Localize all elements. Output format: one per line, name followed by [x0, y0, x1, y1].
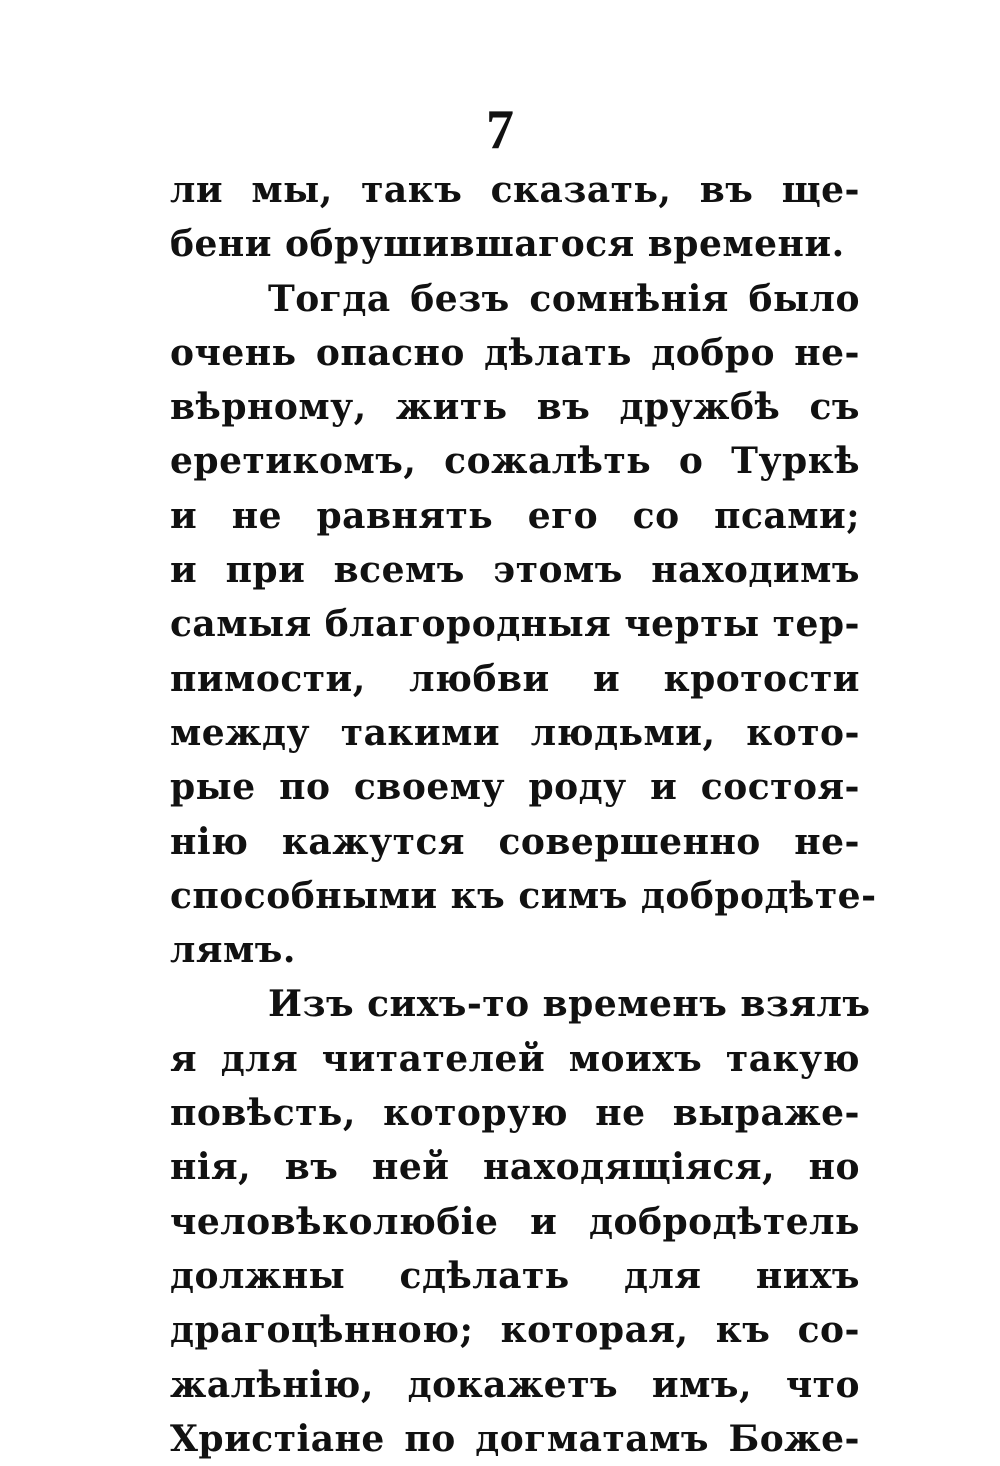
paragraph-start-line: Изъ сихъ-то временъ взялъ	[268, 983, 871, 1026]
text-line: должны сдѣлать для нихъ	[170, 1254, 860, 1297]
text-line: драгоцѣнною; которая, къ со-	[170, 1309, 860, 1352]
text-line: человѣколюбіе и добродѣтель	[170, 1200, 860, 1243]
text-line: и не равнять его со псами;	[170, 494, 860, 537]
text-line: самыя благородныя черты тер-	[170, 603, 860, 646]
page-number: 7	[486, 99, 514, 161]
text-line: повѣсть, которую не выраже-	[170, 1092, 860, 1135]
text-line: бени обрушившагося времени.	[170, 223, 845, 266]
text-line: очень опасно дѣлать добро не-	[170, 331, 860, 374]
text-line: еретикомъ, сожалѣть о Туркѣ	[170, 440, 860, 483]
text-line: вѣрному, жить въ дружбѣ съ	[170, 386, 860, 429]
text-line: я для читателей моихъ такую	[170, 1037, 860, 1080]
text-line: ли мы, такъ сказать, въ ще-	[170, 169, 860, 211]
text-line: лямъ.	[170, 929, 296, 972]
text-line: нія, въ ней находящіяся, но	[170, 1146, 860, 1189]
text-line: способными къ симъ добродѣте-	[170, 874, 877, 917]
text-line: жалѣнію, докажетъ имъ, что	[170, 1363, 860, 1406]
text-line: рые по своему роду и состоя-	[170, 766, 860, 809]
paragraph-start-line: Тогда безъ сомнѣнія было	[268, 277, 860, 320]
text-line: пимости, любви и кротости	[170, 657, 860, 700]
text-line: нію кажутся совершенно не-	[170, 820, 860, 863]
text-line: Христіане по догматамъ Боже-	[170, 1417, 860, 1460]
body-text	[170, 163, 877, 1466]
text-line: и при всемъ этомъ находимъ	[170, 549, 860, 592]
text-line: между такими людьми, кото-	[170, 711, 860, 754]
